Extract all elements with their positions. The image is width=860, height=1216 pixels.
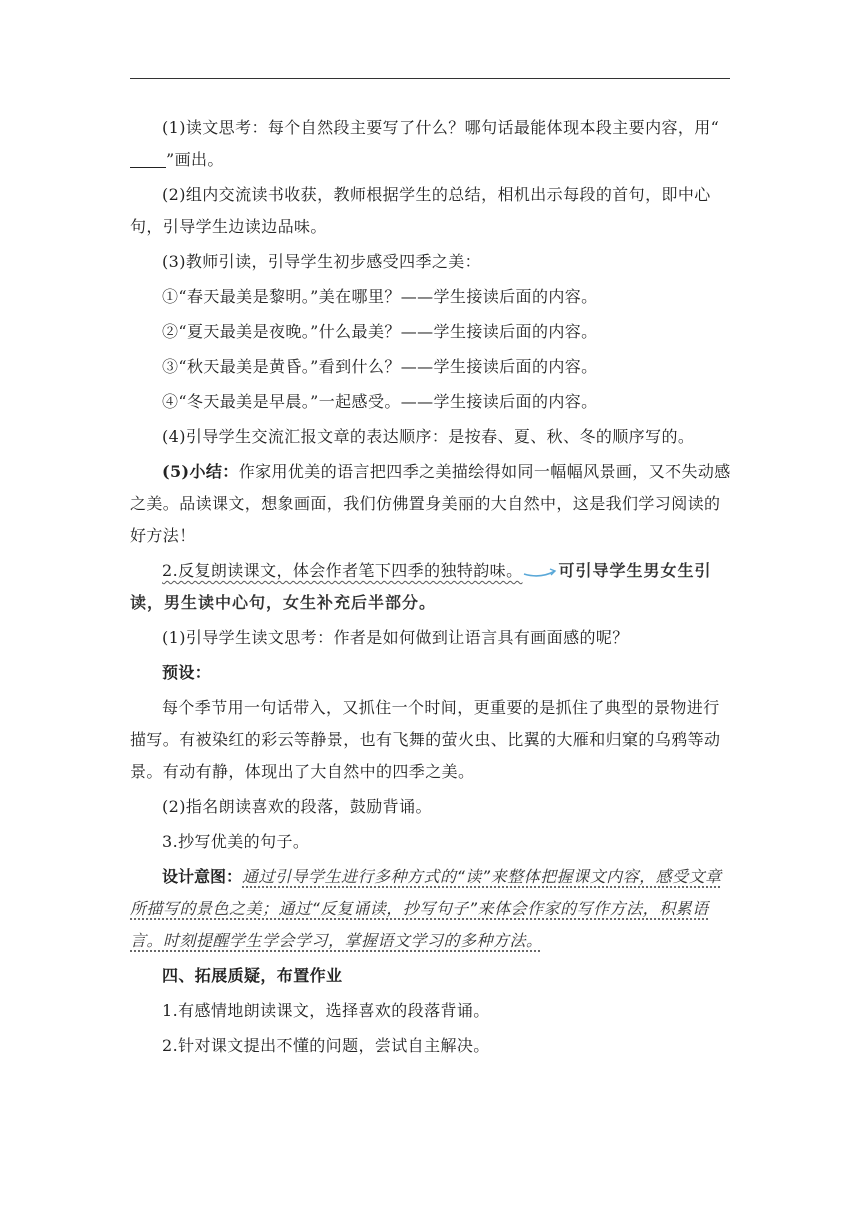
teacher-note: 可引导学生男女生引读，男生读中心句，女生补充后半部分。 — [130, 561, 712, 612]
preset-text: 每个季节用一句话带入，又抓住一个时间，更重要的是抓住了典型的景物进行描写。有被染红的彩云等静景，也有飞舞的萤火虫、比翼的大雁和归窠的乌鸦等动景。有动有静，体现出了大自然中的四季之美。 — [130, 698, 721, 781]
guide-item-spring: ①“春天最美是黎明。”美在哪里？——学生接读后面的内容。 — [162, 287, 598, 306]
question-1 — [130, 112, 732, 176]
summary-text: 作家用优美的语言把四季之美描绘得如同一幅幅风景画，又不失动感之美。品读课文，想象画面，我们仿佛置身美丽的大自然中，这是我们学习阅读的好方法！ — [130, 462, 731, 545]
design-intent-label: 设计意图： — [162, 867, 243, 886]
section-4-heading: 四、拓展质疑，布置作业 — [162, 966, 343, 985]
question-4: (4)引导学生交流汇报文章的表达顺序：是按春、夏、秋、冬的顺序写的。 — [162, 427, 695, 446]
guide-item-autumn: ③“秋天最美是黄昏。”看到什么？——学生接读后面的内容。 — [162, 357, 598, 376]
guide-item-summer: ②“夏天最美是夜晚。”什么最美？——学生接读后面的内容。 — [162, 322, 598, 341]
header-rule — [130, 78, 730, 79]
homework-item-1: 1.有感情地朗读课文，选择喜欢的段落背诵。 — [162, 1001, 490, 1020]
step-3: 3.抄写优美的句子。 — [162, 832, 310, 851]
question-2: (2)组内交流读书收获，教师根据学生的总结，相机出示每段的首句，即中心句，引导学生边读边品味。 — [130, 185, 711, 236]
step-2 — [130, 555, 732, 619]
guide-item-winter: ④“冬天最美是早晨。”一起感受。——学生接读后面的内容。 — [162, 392, 598, 411]
arrow-icon — [522, 565, 558, 579]
summary — [130, 456, 732, 552]
step-2-title: 2.反复朗读课文，体会作者笔下四季的独特韵味。 — [162, 561, 523, 580]
question-1-end: ”画出。 — [166, 150, 224, 169]
lesson-content — [130, 112, 732, 1065]
preset-label: 预设： — [162, 663, 212, 682]
design-intent — [130, 861, 732, 957]
summary-label: (5)小结： — [162, 462, 239, 481]
underline-blank — [130, 149, 166, 168]
step-2-question-2: (2)指名朗读喜欢的段落，鼓励背诵。 — [162, 797, 432, 816]
step-2-question-1: (1)引导学生读文思考：作者是如何做到让语言具有画面感的呢？ — [162, 628, 629, 647]
homework-item-2: 2.针对课文提出不懂的问题，尝试自主解决。 — [162, 1036, 490, 1055]
question-1-text: (1)读文思考：每个自然段主要写了什么？哪句话最能体现本段主要内容，用“ — [162, 118, 720, 137]
design-intent-text: 通过引导学生进行多种方式的“读”来整体把握课文内容，感受文章所描写的景色之美；通过“反复诵读，抄写句子”来体会作家的写作方法，积累语言。时刻提醒学生学会学习，掌握语文学习的多种方法。 — [130, 867, 722, 950]
question-3: (3)教师引读，引导学生初步感受四季之美： — [162, 252, 482, 271]
